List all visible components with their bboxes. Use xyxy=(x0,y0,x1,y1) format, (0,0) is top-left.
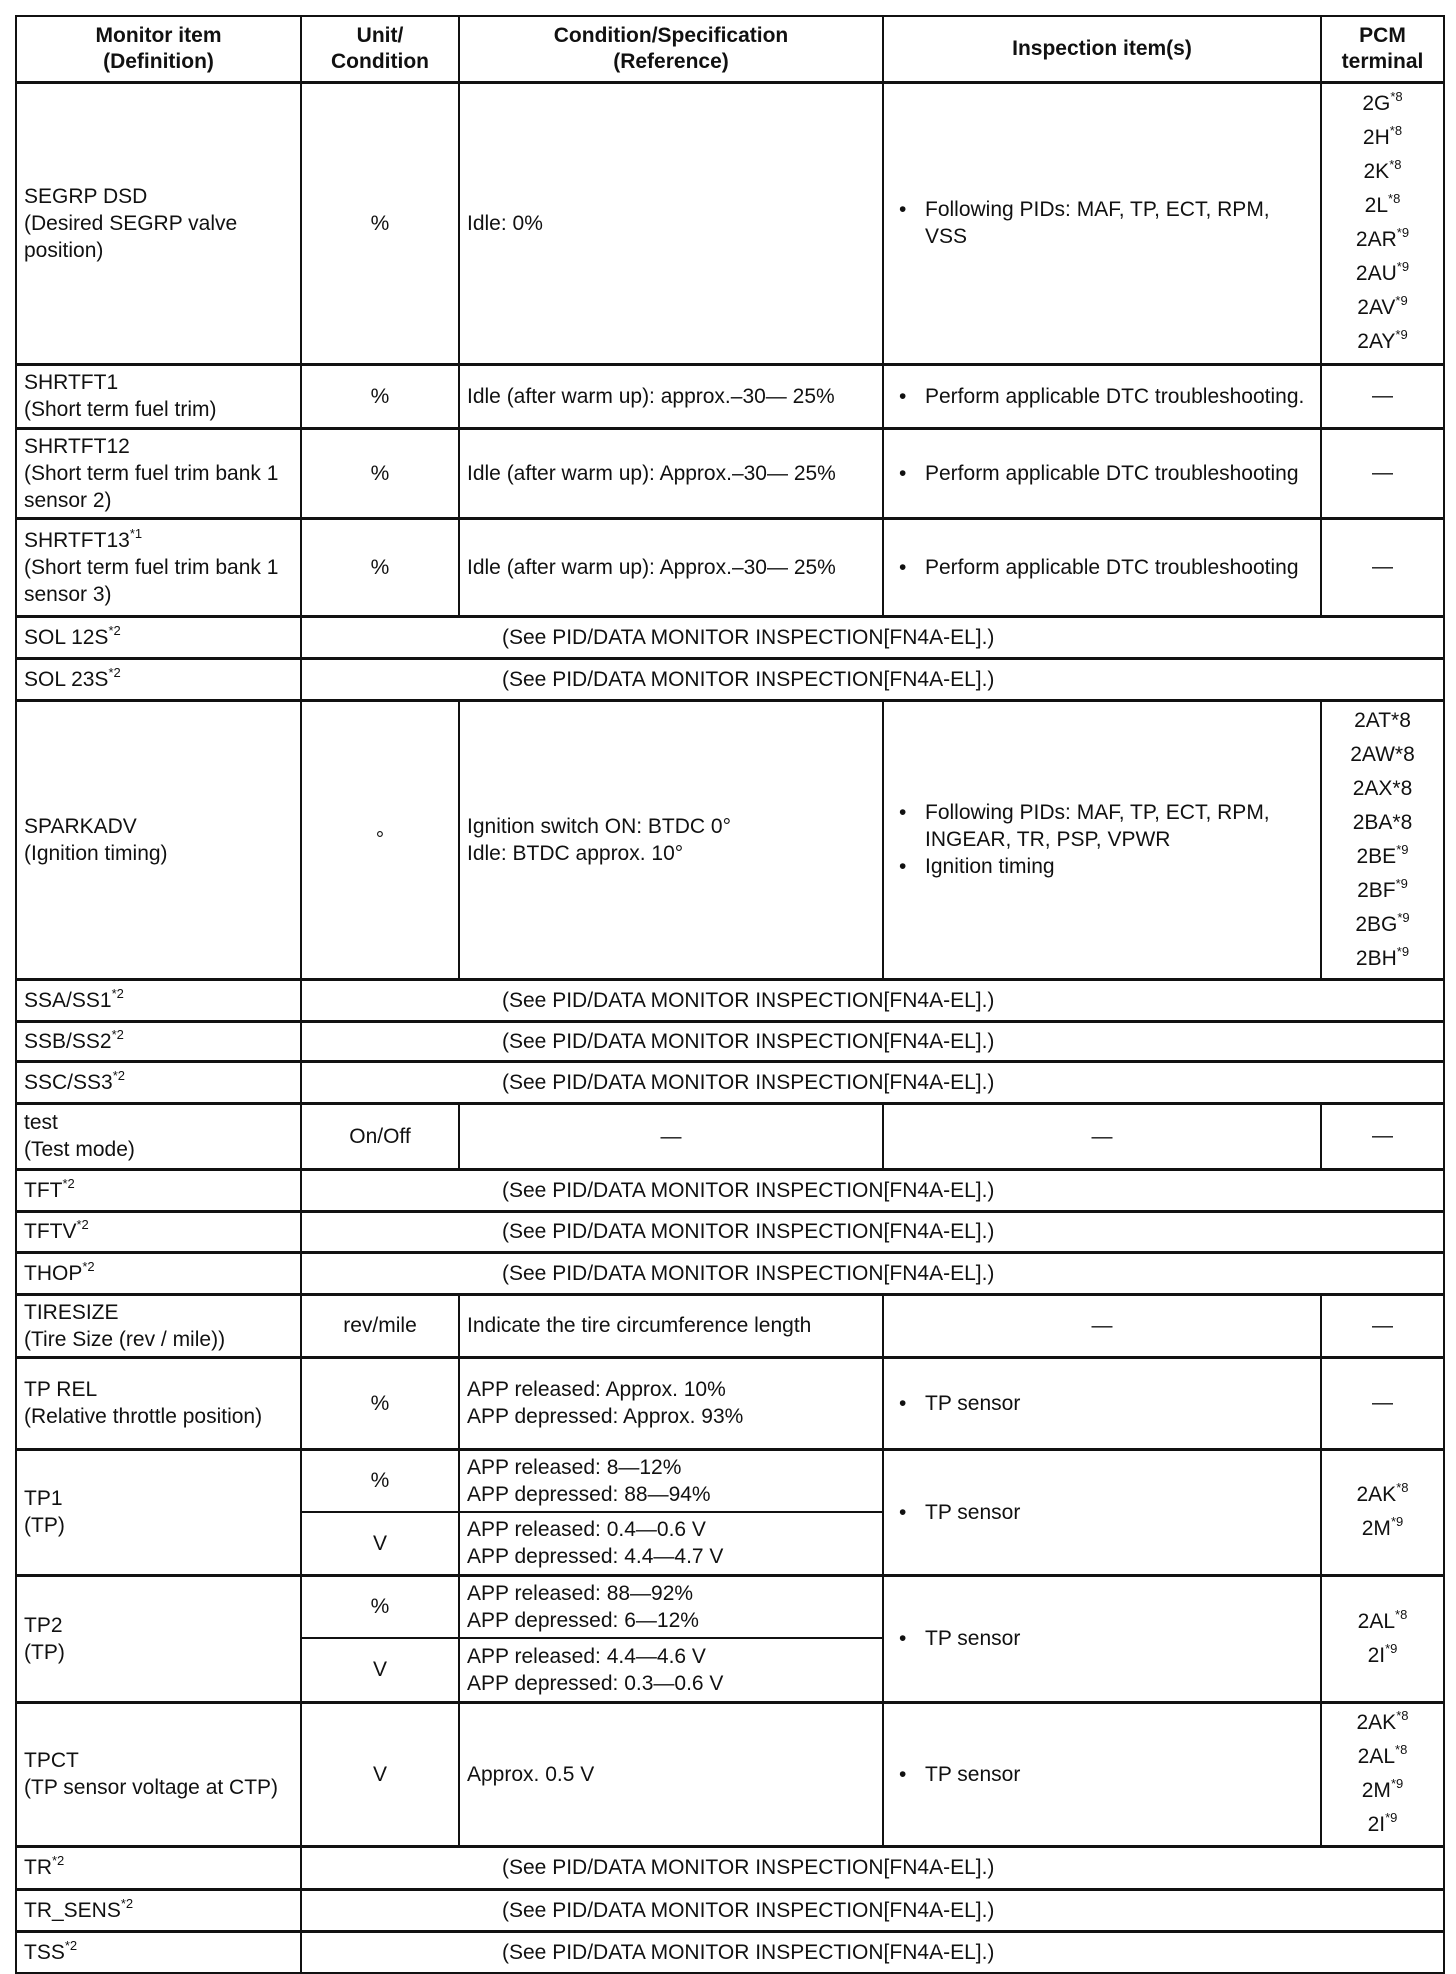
monitor-item-cell xyxy=(16,428,301,518)
terminal-id: 2K xyxy=(1363,160,1390,183)
table-row xyxy=(16,1169,1444,1211)
table-row xyxy=(16,364,1444,428)
terminal-id: 2AK xyxy=(1356,1711,1397,1734)
terminal-id: 2AL xyxy=(1357,1745,1396,1768)
inspection-list xyxy=(891,1625,1313,1652)
condition-cell xyxy=(459,1575,883,1638)
inspection-item: • TP sensor xyxy=(925,1625,1313,1652)
inspection-item: • Perform applicable DTC troubleshooting. xyxy=(925,383,1313,410)
table-body xyxy=(16,82,1444,1973)
pcm-terminal-cell xyxy=(1321,1294,1444,1357)
pcm-terminal xyxy=(1329,908,1436,942)
terminal-id: 2AX*8 xyxy=(1352,776,1413,800)
monitor-item-name: SSA/SS1 xyxy=(24,988,112,1012)
monitor-item-name: TR_SENS xyxy=(24,1898,121,1922)
footnote-mark: *2 xyxy=(112,1067,126,1083)
monitor-item-name: THOP xyxy=(24,1261,83,1285)
unit-cell: On/Off xyxy=(301,1103,459,1169)
inspection-item: • TP sensor xyxy=(925,1499,1313,1526)
inspection-dash: — xyxy=(1091,1314,1113,1337)
see-reference: (See PID/DATA MONITOR INSPECTION[FN4A-EL].) xyxy=(301,1889,1444,1931)
terminal-id: — xyxy=(1372,1124,1393,1147)
header-text: Condition xyxy=(331,49,429,73)
monitor-item-cell xyxy=(16,1294,301,1357)
condition-cell xyxy=(459,700,883,979)
inspection-cell xyxy=(883,1702,1321,1846)
terminal-id: 2AV xyxy=(1357,296,1396,319)
pcm-terminal xyxy=(1329,1706,1436,1740)
table-row xyxy=(16,1357,1444,1449)
table-row xyxy=(16,1702,1444,1846)
monitor-item-definition: (TP) xyxy=(24,1514,65,1537)
monitor-item-name: SPARKADV xyxy=(24,814,137,838)
condition-line: APP depressed: 88—94% xyxy=(467,1482,711,1506)
monitor-item-name: SOL 12S xyxy=(24,625,109,649)
inspection-cell xyxy=(883,364,1321,428)
inspection-cell xyxy=(883,518,1321,616)
pcm-terminal xyxy=(1329,942,1436,976)
pcm-terminal-cell xyxy=(1321,428,1444,518)
header-inspection: Inspection item(s) xyxy=(883,16,1321,82)
footnote-mark: *9 xyxy=(1395,327,1408,342)
pcm-terminal-cell xyxy=(1321,1449,1444,1575)
see-reference: (See PID/DATA MONITOR INSPECTION[FN4A-EL].) xyxy=(301,658,1444,700)
monitor-item-table xyxy=(15,15,1445,1974)
pcm-terminal-cell xyxy=(1321,1357,1444,1449)
footnote-mark: *2 xyxy=(52,1853,65,1868)
monitor-item-cell xyxy=(16,1889,301,1931)
condition-cell xyxy=(459,428,883,518)
monitor-item-name: TFT xyxy=(24,1178,63,1202)
condition-line: APP depressed: 0.3—0.6 V xyxy=(467,1671,724,1695)
header-row xyxy=(16,16,1444,82)
see-reference: (See PID/DATA MONITOR INSPECTION[FN4A-EL].) xyxy=(301,979,1444,1021)
monitor-item-name: SSC/SS3 xyxy=(24,1070,113,1094)
footnote-mark: *9 xyxy=(1396,943,1410,959)
terminal-id: 2I xyxy=(1367,1813,1386,1836)
pcm-terminal xyxy=(1329,379,1436,413)
monitor-item-name: TR xyxy=(24,1856,52,1879)
table-row xyxy=(16,1846,1444,1889)
inspection-cell xyxy=(883,1575,1321,1702)
inspection-item: • TP sensor xyxy=(925,1390,1313,1417)
monitor-item-definition: (Tire Size (rev / mile)) xyxy=(24,1327,226,1351)
monitor-item-cell xyxy=(16,364,301,428)
monitor-item-cell xyxy=(16,518,301,616)
pcm-terminal xyxy=(1329,806,1436,840)
pcm-terminal xyxy=(1329,1639,1436,1673)
footnote-mark: *2 xyxy=(111,1026,124,1042)
pcm-terminal xyxy=(1329,155,1436,189)
monitor-item-name: TP REL xyxy=(24,1378,98,1401)
pcm-terminal xyxy=(1329,1605,1436,1639)
monitor-item-name: test xyxy=(24,1111,58,1134)
terminal-id: 2M xyxy=(1361,1779,1391,1802)
condition-line: Idle: 0% xyxy=(467,211,543,235)
table-row xyxy=(16,1061,1444,1103)
terminal-id: 2H xyxy=(1362,126,1390,149)
footnote-mark: *9 xyxy=(1395,875,1408,891)
pcm-terminal xyxy=(1329,121,1436,155)
monitor-item-cell xyxy=(16,1211,301,1252)
inspection-cell xyxy=(883,1103,1321,1169)
condition-line: Ignition switch ON: BTDC 0° xyxy=(467,814,731,838)
footnote-mark: *8 xyxy=(1396,1708,1409,1723)
condition-cell xyxy=(459,1103,883,1169)
terminal-id: 2BG xyxy=(1355,912,1398,936)
pcm-terminal-cell xyxy=(1321,82,1444,364)
footnote-mark: *8 xyxy=(1389,157,1402,172)
terminal-id: 2G xyxy=(1362,92,1391,115)
see-reference: (See PID/DATA MONITOR INSPECTION[FN4A-EL].) xyxy=(301,1169,1444,1211)
pcm-terminal-cell xyxy=(1321,700,1444,979)
monitor-item-definition: (Short term fuel trim bank 1 sensor 3) xyxy=(24,555,279,606)
header-text: Condition/Specification xyxy=(553,23,789,47)
pcm-terminal xyxy=(1329,325,1436,359)
terminal-id: — xyxy=(1372,461,1393,484)
header-text: (Definition) xyxy=(103,49,214,73)
pcm-terminal xyxy=(1329,189,1436,223)
pcm-terminal xyxy=(1329,291,1436,325)
monitor-item-cell xyxy=(16,979,301,1021)
see-reference: (See PID/DATA MONITOR INSPECTION[FN4A-EL].) xyxy=(301,1846,1444,1889)
condition-line: APP released: 4.4—4.6 V xyxy=(467,1644,706,1668)
monitor-item-name: TSS xyxy=(24,1940,65,1964)
condition-cell xyxy=(459,82,883,364)
footnote-mark: *8 xyxy=(1390,89,1403,104)
monitor-item-cell xyxy=(16,658,301,700)
monitor-item-cell xyxy=(16,1252,301,1294)
monitor-item-cell xyxy=(16,1103,301,1169)
pcm-terminal-cell xyxy=(1321,1575,1444,1702)
condition-cell xyxy=(459,1638,883,1702)
inspection-cell xyxy=(883,1449,1321,1575)
monitor-item-name: TIRESIZE xyxy=(24,1300,119,1324)
monitor-item-cell xyxy=(16,1449,301,1575)
monitor-item-name: TP1 xyxy=(24,1487,63,1510)
footnote-mark: *9 xyxy=(1396,259,1410,274)
table-row xyxy=(16,1889,1444,1931)
unit-cell: % xyxy=(301,1575,459,1638)
table-row xyxy=(16,700,1444,979)
monitor-item-definition: (Test mode) xyxy=(24,1138,135,1161)
see-reference: (See PID/DATA MONITOR INSPECTION[FN4A-EL].) xyxy=(301,1931,1444,1973)
pcm-terminal xyxy=(1329,1119,1436,1153)
condition-cell xyxy=(459,1512,883,1575)
footnote-mark: *9 xyxy=(1385,1640,1398,1656)
monitor-item-name: SEGRP DSD xyxy=(24,184,148,208)
pcm-terminal xyxy=(1329,874,1436,908)
inspection-item: • Perform applicable DTC troubleshooting xyxy=(925,460,1313,487)
monitor-item-cell xyxy=(16,1846,301,1889)
see-reference: (See PID/DATA MONITOR INSPECTION[FN4A-EL].) xyxy=(301,1021,1444,1061)
condition-cell xyxy=(459,1294,883,1357)
table-row xyxy=(16,616,1444,658)
condition-line: APP depressed: 4.4—4.7 V xyxy=(467,1545,724,1569)
table-row xyxy=(16,428,1444,518)
terminal-id: 2AT*8 xyxy=(1354,708,1411,732)
inspection-list xyxy=(891,196,1313,250)
inspection-list xyxy=(891,1761,1313,1788)
footnote-mark: *8 xyxy=(1388,191,1401,206)
condition-line: Idle (after warm up): Approx.–30— 25% xyxy=(467,461,836,485)
header-text: terminal xyxy=(1341,49,1424,73)
monitor-item-name: SSB/SS2 xyxy=(24,1029,112,1053)
condition-cell xyxy=(459,1449,883,1512)
monitor-item-cell xyxy=(16,1357,301,1449)
monitor-item-cell xyxy=(16,1169,301,1211)
condition-cell xyxy=(459,1357,883,1449)
footnote-mark: *9 xyxy=(1390,1776,1404,1791)
terminal-id: 2AW*8 xyxy=(1350,742,1415,766)
unit-cell: % xyxy=(301,1357,459,1449)
header-text: Monitor item xyxy=(95,23,222,47)
inspection-list xyxy=(891,799,1313,880)
monitor-item-cell xyxy=(16,1702,301,1846)
inspection-item: • Ignition timing xyxy=(925,853,1313,880)
footnote-mark: *1 xyxy=(129,525,143,541)
table-row xyxy=(16,1575,1444,1638)
pcm-terminal xyxy=(1329,456,1436,490)
header-text: (Reference) xyxy=(613,49,729,73)
footnote-mark: *8 xyxy=(1395,1606,1408,1622)
footnote-mark: *9 xyxy=(1396,225,1410,240)
pcm-terminal xyxy=(1329,257,1436,291)
header-monitor-item xyxy=(16,16,301,82)
table-row xyxy=(16,1449,1444,1512)
table-row xyxy=(16,1294,1444,1357)
table-row xyxy=(16,658,1444,700)
monitor-item-cell xyxy=(16,82,301,364)
inspection-cell xyxy=(883,82,1321,364)
pcm-terminal-cell xyxy=(1321,1103,1444,1169)
monitor-item-definition: (Short term fuel trim bank 1 sensor 2) xyxy=(24,461,279,512)
monitor-item-name: SHRTFT13 xyxy=(24,528,130,552)
pcm-terminal xyxy=(1329,1386,1436,1420)
terminal-id: 2BF xyxy=(1357,878,1396,902)
unit-cell: V xyxy=(301,1638,459,1702)
monitor-item-definition: (Desired SEGRP valve position) xyxy=(24,211,238,262)
table-row xyxy=(16,1211,1444,1252)
footnote-mark: *2 xyxy=(108,664,121,680)
footnote-mark: *9 xyxy=(1396,841,1409,857)
footnote-mark: *9 xyxy=(1397,909,1410,925)
inspection-list xyxy=(891,554,1313,581)
see-reference: (See PID/DATA MONITOR INSPECTION[FN4A-EL].) xyxy=(301,616,1444,658)
unit-cell: V xyxy=(301,1512,459,1575)
footnote-mark: *2 xyxy=(108,622,121,638)
condition-line: Idle (after warm up): Approx.–30— 25% xyxy=(467,555,836,579)
footnote-mark: *2 xyxy=(62,1175,75,1191)
terminal-id: 2M xyxy=(1361,1517,1391,1540)
unit-cell: V xyxy=(301,1702,459,1846)
pcm-terminal xyxy=(1329,1478,1436,1512)
monitor-item-definition: (TP) xyxy=(24,1640,65,1664)
condition-line: Indicate the tire circumference length xyxy=(467,1314,812,1337)
unit-cell: % xyxy=(301,428,459,518)
footnote-mark: *2 xyxy=(111,985,124,1001)
table-row xyxy=(16,1103,1444,1169)
unit-cell: ° xyxy=(301,700,459,979)
condition-cell xyxy=(459,518,883,616)
pcm-terminal-cell xyxy=(1321,1702,1444,1846)
pcm-terminal xyxy=(1329,1808,1436,1842)
monitor-item-cell xyxy=(16,1931,301,1973)
footnote-mark: *9 xyxy=(1390,1514,1404,1529)
monitor-item-cell xyxy=(16,1575,301,1702)
monitor-item-definition: (TP sensor voltage at CTP) xyxy=(24,1776,279,1799)
monitor-item-definition: (Relative throttle position) xyxy=(24,1405,263,1428)
unit-cell: % xyxy=(301,1449,459,1512)
monitor-item-cell xyxy=(16,616,301,658)
terminal-id: 2BH xyxy=(1355,946,1397,970)
condition-line: APP released: 0.4—0.6 V xyxy=(467,1518,706,1542)
monitor-item-name: SHRTFT1 xyxy=(24,371,119,394)
table-row xyxy=(16,518,1444,616)
terminal-id: 2AK xyxy=(1356,1483,1397,1506)
condition-line: APP released: 88—92% xyxy=(467,1581,694,1605)
terminal-id: 2BE xyxy=(1356,844,1397,868)
table-row xyxy=(16,1931,1444,1973)
see-reference: (See PID/DATA MONITOR INSPECTION[FN4A-EL].) xyxy=(301,1211,1444,1252)
footnote-mark: *8 xyxy=(1396,1480,1409,1495)
header-condition xyxy=(459,16,883,82)
monitor-item-name: TFTV xyxy=(24,1220,77,1243)
terminal-id: 2AR xyxy=(1355,228,1397,251)
pcm-terminal xyxy=(1329,840,1436,874)
inspection-item: • Following PIDs: MAF, TP, ECT, RPM, INGEAR, TR, PSP, VPWR xyxy=(925,799,1313,853)
condition-cell xyxy=(459,364,883,428)
header-text: Unit/ xyxy=(356,23,404,47)
terminal-id: 2I xyxy=(1367,1643,1386,1667)
terminal-id: 2L xyxy=(1364,194,1389,217)
footnote-mark: *9 xyxy=(1385,1810,1398,1825)
terminal-id: — xyxy=(1372,384,1393,407)
inspection-list xyxy=(891,460,1313,487)
pcm-terminal xyxy=(1329,704,1436,738)
header-pcm-terminal xyxy=(1321,16,1444,82)
monitor-item-name: SHRTFT12 xyxy=(24,434,130,458)
pcm-terminal xyxy=(1329,1512,1436,1546)
terminal-id: — xyxy=(1372,1391,1393,1414)
condition-line: APP depressed: 6—12% xyxy=(467,1608,699,1632)
pcm-terminal xyxy=(1329,1309,1436,1343)
footnote-mark: *2 xyxy=(76,1217,89,1232)
monitor-item-cell xyxy=(16,700,301,979)
see-reference: (See PID/DATA MONITOR INSPECTION[FN4A-EL].) xyxy=(301,1252,1444,1294)
header-text: PCM xyxy=(1359,23,1406,47)
condition-line: — xyxy=(660,1124,682,1148)
condition-line: APP depressed: Approx. 93% xyxy=(467,1405,744,1428)
inspection-item: • TP sensor xyxy=(925,1761,1313,1788)
monitor-item-cell xyxy=(16,1061,301,1103)
unit-cell: % xyxy=(301,518,459,616)
monitor-item-name: TP2 xyxy=(24,1613,63,1637)
monitor-item-name: TPCT xyxy=(24,1749,79,1772)
inspection-cell xyxy=(883,428,1321,518)
terminal-id: 2AY xyxy=(1357,330,1396,353)
unit-cell: % xyxy=(301,82,459,364)
pcm-terminal xyxy=(1329,1740,1436,1774)
table-row xyxy=(16,979,1444,1021)
pcm-terminal xyxy=(1329,1774,1436,1808)
inspection-cell xyxy=(883,700,1321,979)
pcm-terminal-cell xyxy=(1321,364,1444,428)
pcm-terminal xyxy=(1329,87,1436,121)
monitor-item-definition: (Ignition timing) xyxy=(24,841,168,865)
footnote-mark: *2 xyxy=(120,1895,134,1911)
terminal-id: 2AL xyxy=(1357,1609,1396,1633)
inspection-item: • Perform applicable DTC troubleshooting xyxy=(925,554,1313,581)
footnote-mark: *8 xyxy=(1395,1742,1408,1757)
pcm-terminal xyxy=(1329,550,1436,584)
see-reference: (See PID/DATA MONITOR INSPECTION[FN4A-EL].) xyxy=(301,1061,1444,1103)
condition-line: Approx. 0.5 V xyxy=(467,1762,595,1786)
condition-line: Idle: BTDC approx. 10° xyxy=(467,841,684,865)
condition-line: APP released: Approx. 10% xyxy=(467,1378,726,1401)
terminal-id: 2AU xyxy=(1355,262,1397,285)
inspection-list xyxy=(891,383,1313,410)
footnote-mark: *2 xyxy=(82,1258,95,1274)
terminal-id: 2BA*8 xyxy=(1352,810,1413,834)
inspection-list xyxy=(891,1390,1313,1417)
monitor-item-cell xyxy=(16,1021,301,1061)
pcm-terminal xyxy=(1329,772,1436,806)
inspection-cell xyxy=(883,1357,1321,1449)
footnote-mark: *2 xyxy=(64,1937,78,1953)
inspection-list xyxy=(891,1499,1313,1526)
monitor-item-name: SOL 23S xyxy=(24,667,109,691)
inspection-item: • Following PIDs: MAF, TP, ECT, RPM, VSS xyxy=(925,196,1313,250)
inspection-cell xyxy=(883,1294,1321,1357)
footnote-mark: *8 xyxy=(1389,123,1403,138)
condition-line: Idle (after warm up): approx.–30— 25% xyxy=(467,384,835,408)
pcm-terminal-cell xyxy=(1321,518,1444,616)
table-row xyxy=(16,82,1444,364)
unit-cell: rev/mile xyxy=(301,1294,459,1357)
monitor-item-definition: (Short term fuel trim) xyxy=(24,398,217,421)
table-row xyxy=(16,1252,1444,1294)
footnote-mark: *9 xyxy=(1395,293,1408,308)
condition-cell xyxy=(459,1702,883,1846)
pcm-terminal xyxy=(1329,223,1436,257)
unit-cell: % xyxy=(301,364,459,428)
inspection-dash: — xyxy=(1091,1124,1113,1148)
header-unit xyxy=(301,16,459,82)
terminal-id: — xyxy=(1372,1313,1393,1337)
pcm-terminal xyxy=(1329,738,1436,772)
table-row xyxy=(16,1021,1444,1061)
terminal-id: — xyxy=(1372,555,1393,578)
condition-line: APP released: 8—12% xyxy=(467,1455,682,1479)
